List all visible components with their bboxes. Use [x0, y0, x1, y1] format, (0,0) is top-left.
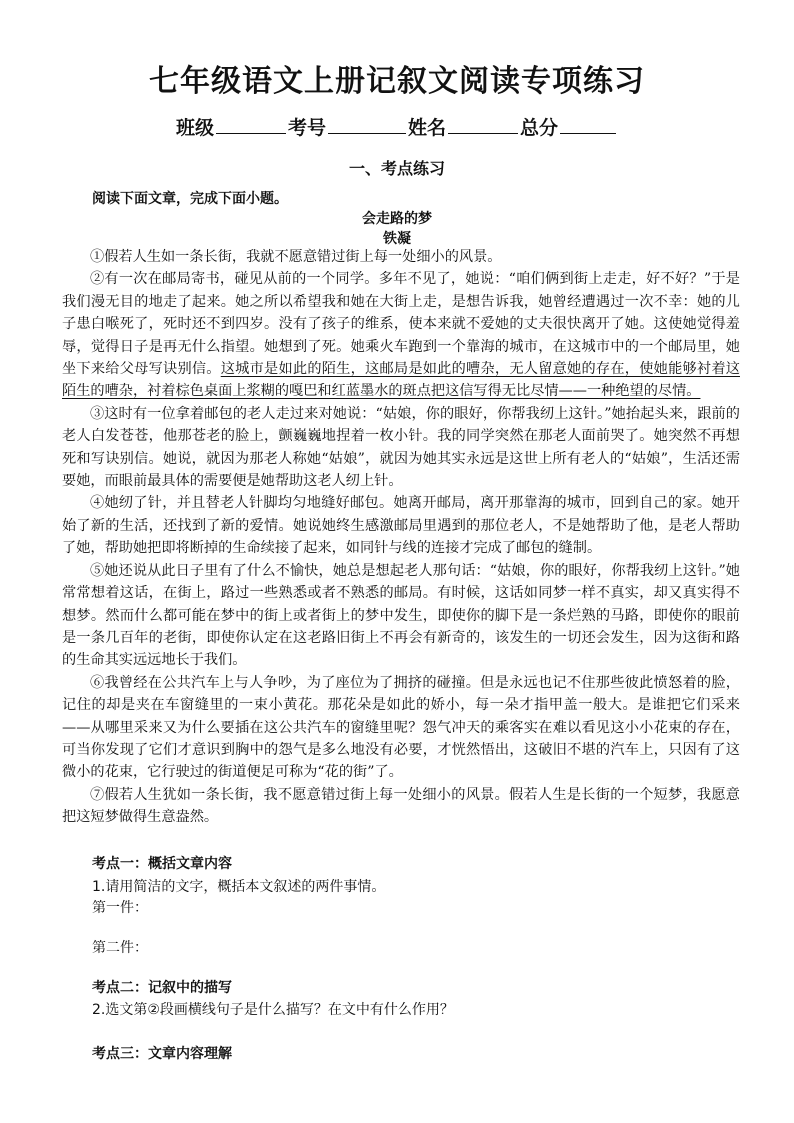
field-class-label: 班级	[175, 117, 214, 139]
exam-point-2: 考点二：记叙中的描写	[92, 980, 232, 996]
article-title: 会走路的梦	[362, 211, 432, 227]
field-name-blank[interactable]	[448, 115, 518, 134]
field-class-blank[interactable]	[216, 115, 286, 134]
article-author: 铁凝	[383, 231, 411, 247]
reading-instruction: 阅读下面文章，完成下面小题。	[92, 191, 288, 207]
paragraph-1: ①假若人生如一条长街，我就不愿意错过街上每一处细小的风景。	[90, 249, 502, 265]
exam-point-1: 考点一：概括文章内容	[92, 856, 232, 872]
answer-second-label: 第二件：	[92, 940, 148, 956]
article-body	[62, 246, 740, 829]
field-name-label: 姓名	[408, 117, 447, 139]
question-2: 2.选文第②段画横线句子是什么描写？在文中有什么作用？	[92, 1002, 454, 1018]
exam-point-3: 考点三：文章内容理解	[92, 1046, 232, 1062]
paragraph-2-text: ②有一次在邮局寄书，碰见从前的一个同学。多年不见了，她说：“咱们俩到街上走走，好不好？”于是我们漫无目的地走了起来。她之所以希望我和她在大街上走，是想告诉我，她曾经遭遇过一次不幸：她的儿子患白喉死了，死时还不到四岁。没有了孩子的维系，使本来就不爱她的丈夫很快离开了她。这使她觉得羞辱，觉得日子是再无什么指望。她想到了死。她乘火车跑到一个靠海的城市，在这城市中的一个邮局里，她坐下来给父母写诀别信。	[62, 271, 740, 378]
field-exam-number-label: 考号	[287, 117, 326, 139]
underlined-sentence: 这城市是如此的陌生，这邮局是如此的嘈杂，无人留意她的存在，使她能够衬着这陌生的嘈杂，衬着棕色桌面上浆糊的嘎巴和红蓝墨水的斑点把这信写得无比尽情——一种绝望的尽情。	[62, 361, 740, 400]
paragraph-7: ⑦假若人生犹如一条长街，我不愿意错过街上每一处细小的风景。假若人生是长街的一个短梦，我愿意把这短梦做得生意盎然。	[62, 786, 740, 826]
section-title: 一、考点练习	[348, 159, 445, 178]
question-1: 1.请用简洁的文字，概括本文叙述的两件事情。	[92, 879, 386, 895]
paragraph-4: ④她纫了针，并且替老人针脚均匀地缝好邮包。她离开邮局，离开那靠海的城市，回到自己的家。她开始了新的生活，还找到了新的爱情。她说她终生感激邮局里遇到的那位老人，不是她帮助了他，是老人帮助了她，帮助她把即将断掉的生命续接了起来，如同针与线的连接才完成了邮包的缝制。	[62, 495, 740, 557]
field-exam-number-blank[interactable]	[328, 115, 406, 134]
field-total-score-label: 总分	[520, 117, 559, 139]
answer-first-label: 第一件：	[92, 900, 148, 916]
paragraph-2	[62, 268, 740, 402]
page-title: 七年级语文上册记叙文阅读专项练习	[149, 64, 645, 99]
student-info-line	[0, 113, 794, 140]
paragraph-3: ③这时有一位拿着邮包的老人走过来对她说：“姑娘，你的眼好，你帮我纫上这针。”她抬起头来，跟前的老人白发苍苍，他那苍老的脸上，颤巍巍地捏着一枚小针。我的同学突然在那老人面前哭了。她突然不再想死和写诀别信。她说，就因为那老人称她“姑娘”，就因为她其实永远是这世上所有老人的“姑娘”，生活还需要她，而眼前最具体的需要便是她帮助这老人纫上针。	[62, 405, 740, 490]
paragraph-5: ⑤她还说从此日子里有了什么不愉快，她总是想起老人那句话：“姑娘，你的眼好，你帮我纫上这针。”她常常想着这话，在街上，路过一些熟悉或者不熟悉的邮局。有时候，这话如同梦一样不真实，却又真实得不想梦。然而什么都可能在梦中的街上或者街上的梦中发生，即使你的脚下是一条烂熟的马路，即使你的眼前是一条几百年的老街，即使你认定在这老路旧街上不再会有新奇的，该发生的一切还会发生，因为这街和路的生命其实远远地长于我们。	[62, 562, 740, 669]
field-total-score-blank[interactable]	[560, 115, 616, 134]
paragraph-6: ⑥我曾经在公共汽车上与人争吵，为了座位为了拥挤的碰撞。但是永远也记不住那些彼此愤怒着的脸，记住的却是夹在车窗缝里的一束小黄花。那花朵是如此的娇小，每一朵才指甲盖一般大。是谁把它们采来——从哪里采来又为什么要插在这公共汽车的窗缝里呢？怨气冲天的乘客实在难以看见这小小花束的存在，可当你发现了它们才意识到胸中的怨气是多么地没有必要，才恍然悟出，这破旧不堪的汽车上，只因有了这微小的花束，它行驶过的街道便足可称为“花的街”了。	[62, 674, 740, 781]
